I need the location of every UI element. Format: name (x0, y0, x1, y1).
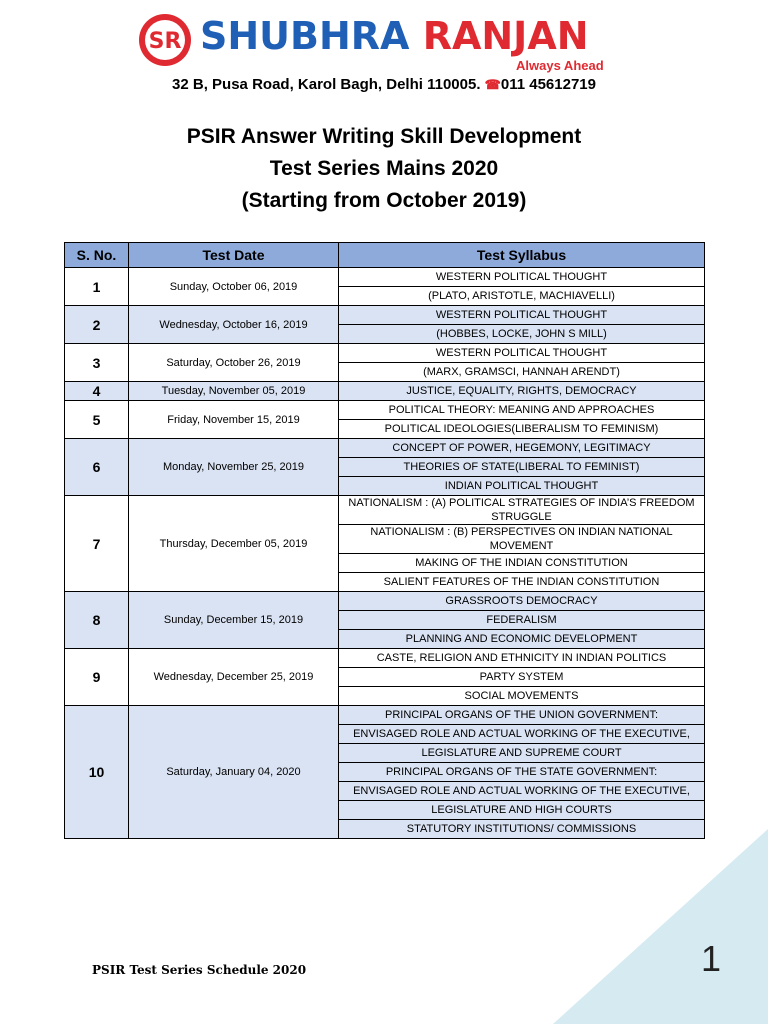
brand-name (200, 14, 589, 58)
syllabus-cell: PRINCIPAL ORGANS OF THE STATE GOVERNMENT: (339, 763, 705, 782)
table-row (65, 706, 705, 725)
table-row (65, 306, 705, 325)
table-row (65, 401, 705, 420)
table-row (65, 592, 705, 611)
document-title (0, 121, 768, 217)
serial-number-cell: 10 (65, 706, 129, 839)
syllabus-cell: WESTERN POLITICAL THOUGHT (339, 344, 705, 363)
syllabus-cell: (HOBBES, LOCKE, JOHN S MILL) (339, 325, 705, 344)
syllabus-cell: NATIONALISM : (B) PERSPECTIVES ON INDIAN NATIONAL MOVEMENT (339, 525, 705, 554)
syllabus-cell: MAKING OF THE INDIAN CONSTITUTION (339, 554, 705, 573)
syllabus-cell: SOCIAL MOVEMENTS (339, 687, 705, 706)
footer-text: PSIR Test Series Schedule 2020 (92, 963, 307, 977)
column-header-syllabus: Test Syllabus (339, 243, 705, 268)
syllabus-cell: JUSTICE, EQUALITY, RIGHTS, DEMOCRACY (339, 382, 705, 401)
syllabus-cell: CASTE, RELIGION AND ETHNICITY IN INDIAN POLITICS (339, 649, 705, 668)
title-line-1: PSIR Answer Writing Skill Development (186, 125, 582, 148)
syllabus-cell: WESTERN POLITICAL THOUGHT (339, 306, 705, 325)
test-date-cell: Friday, November 15, 2019 (129, 401, 339, 439)
serial-number-cell: 7 (65, 496, 129, 592)
syllabus-cell: STATUTORY INSTITUTIONS/ COMMISSIONS (339, 820, 705, 839)
syllabus-cell: FEDERALISM (339, 611, 705, 630)
letterhead (0, 0, 768, 100)
syllabus-cell: SALIENT FEATURES OF THE INDIAN CONSTITUTION (339, 573, 705, 592)
serial-number-cell: 5 (65, 401, 129, 439)
syllabus-cell: THEORIES OF STATE(LIBERAL TO FEMINIST) (339, 458, 705, 477)
table-header-row (65, 243, 705, 268)
syllabus-cell: (PLATO, ARISTOTLE, MACHIAVELLI) (339, 287, 705, 306)
syllabus-cell: ENVISAGED ROLE AND ACTUAL WORKING OF THE EXECUTIVE, (339, 782, 705, 801)
syllabus-cell: ENVISAGED ROLE AND ACTUAL WORKING OF THE EXECUTIVE, (339, 725, 705, 744)
table-row (65, 344, 705, 363)
logo-letters: SR (148, 29, 182, 54)
address-line (0, 76, 768, 93)
test-date-cell: Saturday, January 04, 2020 (129, 706, 339, 839)
syllabus-cell: POLITICAL THEORY: MEANING AND APPROACHES (339, 401, 705, 420)
syllabus-cell: LEGISLATURE AND HIGH COURTS (339, 801, 705, 820)
syllabus-cell: PARTY SYSTEM (339, 668, 705, 687)
syllabus-cell: INDIAN POLITICAL THOUGHT (339, 477, 705, 496)
test-date-cell: Wednesday, December 25, 2019 (129, 649, 339, 706)
serial-number-cell: 8 (65, 592, 129, 649)
test-date-cell: Tuesday, November 05, 2019 (129, 382, 339, 401)
syllabus-cell: WESTERN POLITICAL THOUGHT (339, 268, 705, 287)
schedule-table (64, 242, 705, 839)
test-date-cell: Thursday, December 05, 2019 (129, 496, 339, 592)
phone-icon: ☎ (484, 77, 501, 92)
test-date-cell: Monday, November 25, 2019 (129, 439, 339, 496)
brand-name-second: RANJAN (422, 14, 589, 58)
column-header-sno: S. No. (65, 243, 129, 268)
serial-number-cell: 2 (65, 306, 129, 344)
brand-name-first: SHUBHRA (200, 14, 410, 58)
syllabus-cell: GRASSROOTS DEMOCRACY (339, 592, 705, 611)
address-text: 32 B, Pusa Road, Karol Bagh, Delhi 110005. (172, 76, 481, 93)
syllabus-cell: POLITICAL IDEOLOGIES(LIBERALISM TO FEMINISM) (339, 420, 705, 439)
syllabus-cell: (MARX, GRAMSCI, HANNAH ARENDT) (339, 363, 705, 382)
table-row (65, 649, 705, 668)
test-date-cell: Sunday, October 06, 2019 (129, 268, 339, 306)
syllabus-cell: PRINCIPAL ORGANS OF THE UNION GOVERNMENT: (339, 706, 705, 725)
test-date-cell: Saturday, October 26, 2019 (129, 344, 339, 382)
table-row (65, 439, 705, 458)
title-line-2: Test Series Mains 2020 (269, 157, 499, 180)
syllabus-cell: NATIONALISM : (A) POLITICAL STRATEGIES OF INDIA’S FREEDOM STRUGGLE (339, 496, 705, 525)
table-row (65, 268, 705, 287)
serial-number-cell: 3 (65, 344, 129, 382)
title-line-3: (Starting from October 2019) (241, 189, 527, 212)
test-date-cell: Sunday, December 15, 2019 (129, 592, 339, 649)
corner-decoration (553, 829, 768, 1024)
serial-number-cell: 1 (65, 268, 129, 306)
serial-number-cell: 9 (65, 649, 129, 706)
serial-number-cell: 6 (65, 439, 129, 496)
syllabus-cell: PLANNING AND ECONOMIC DEVELOPMENT (339, 630, 705, 649)
serial-number-cell: 4 (65, 382, 129, 401)
table-row (65, 382, 705, 401)
test-date-cell: Wednesday, October 16, 2019 (129, 306, 339, 344)
page-number: 1 (701, 938, 722, 979)
table-row (65, 496, 705, 525)
brand-logo-icon (137, 12, 193, 68)
column-header-date: Test Date (129, 243, 339, 268)
syllabus-cell: CONCEPT OF POWER, HEGEMONY, LEGITIMACY (339, 439, 705, 458)
brand-tagline: Always Ahead (516, 58, 604, 73)
syllabus-cell: LEGISLATURE AND SUPREME COURT (339, 744, 705, 763)
phone-number: 011 45612719 (500, 76, 596, 93)
